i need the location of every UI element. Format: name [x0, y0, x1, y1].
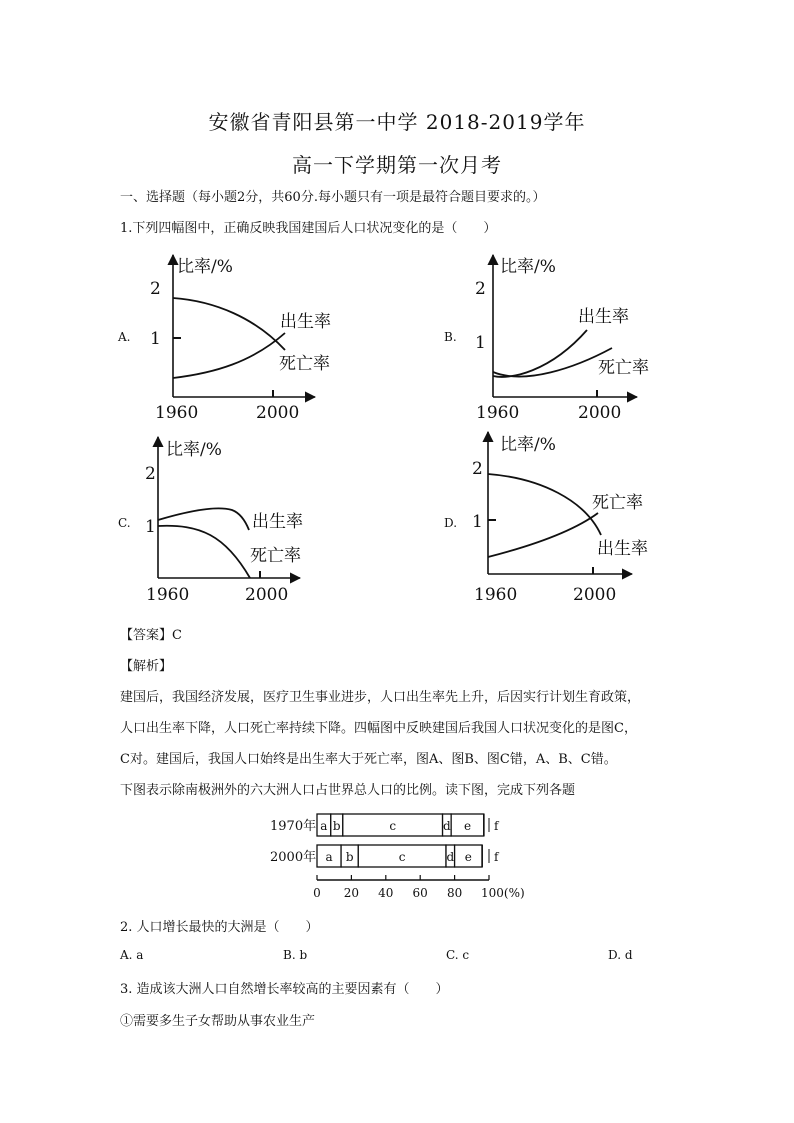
- segment-label: a: [325, 850, 333, 864]
- panel-c: [118, 437, 303, 605]
- x-tick-label: 2000: [578, 403, 622, 423]
- panel-b: [444, 255, 649, 423]
- question-3-stem: 3. 造成该大洲人口自然增长率较高的主要因素有（ ）: [120, 982, 449, 997]
- option-d: D. d: [608, 948, 633, 962]
- curve-label: 死亡率: [279, 354, 330, 374]
- segment-label: c: [389, 819, 397, 833]
- panel-d: [444, 432, 648, 605]
- section-heading: 一、选择题（每小题2分，共60分.每小题只有一项是最符合题目要求的。）: [120, 190, 546, 205]
- x-tick-label: 2000: [245, 585, 289, 605]
- x-tick-label: 1960: [474, 585, 518, 605]
- segment-label: b: [345, 850, 354, 864]
- panel-a: [117, 255, 331, 423]
- x-tick-label: 20: [343, 886, 360, 900]
- curve-death-rate: [173, 333, 285, 378]
- segment-label: a: [320, 819, 328, 833]
- curve-birth-rate: [493, 330, 587, 377]
- option-label: B.: [444, 330, 457, 344]
- y-tick-label: 1: [150, 329, 161, 349]
- y-tick-label: 2: [475, 279, 486, 299]
- segment-label: f: [494, 850, 499, 864]
- curve-label: 出生率: [597, 539, 648, 559]
- question-2-stem: 2. 人口增长最快的大洲是（ ）: [120, 920, 319, 935]
- question-3-item-1: ①需要多生子女帮助从事农业生产: [120, 1014, 316, 1029]
- option-label: C.: [118, 516, 131, 530]
- segment-label: d: [446, 850, 455, 864]
- option-label: D.: [444, 516, 458, 530]
- y-tick-label: 1: [472, 512, 483, 532]
- question-1-stem: 1.下列四幅图中，正确反映我国建国后人口状况变化的是（ ）: [120, 221, 497, 236]
- document-subtitle: 高一下学期第一次月考: [292, 153, 502, 177]
- curve-birth-rate: [173, 298, 285, 350]
- analysis-label: 【解析】: [120, 659, 173, 674]
- analysis-line: 建国后，我国经济发展，医疗卫生事业进步，人口出生率先上升，后因实行计划生育政策，: [120, 690, 641, 705]
- population-share-chart: [260, 808, 560, 908]
- x-tick-label: 40: [378, 886, 394, 900]
- analysis-line: 人口出生率下降，人口死亡率持续下降。四幅图中反映建国后我国人口状况变化的是图C，: [120, 721, 637, 736]
- row-label: 2000年: [270, 850, 317, 865]
- segment-label: e: [463, 819, 472, 833]
- x-tick-label: 1960: [476, 403, 520, 423]
- y-tick-label: 1: [145, 517, 156, 537]
- analysis-line: C对。建国后，我国人口始终是出生率大于死亡率，图A、图B、图C错，A、B、C错。: [120, 752, 617, 767]
- option-c: C. c: [446, 948, 470, 962]
- x-tick-label: 60: [412, 886, 428, 900]
- curve-label: 死亡率: [250, 546, 301, 566]
- curve-label: 出生率: [578, 307, 629, 327]
- x-tick-label: 2000: [573, 585, 617, 605]
- y-axis-label: 比率/%: [177, 257, 233, 277]
- document-title: 安徽省青阳县第一中学 2018-2019学年: [208, 110, 586, 134]
- x-tick-label: 80: [446, 886, 463, 900]
- x-tick-label: 100(%): [481, 886, 525, 900]
- y-tick-label: 2: [150, 279, 161, 299]
- segment-label: b: [332, 819, 341, 833]
- y-axis-label: 比率/%: [500, 435, 556, 455]
- curve-death-rate: [488, 474, 601, 535]
- curve-death-rate: [493, 348, 612, 377]
- segment-label: f: [494, 819, 499, 833]
- curve-label: 死亡率: [592, 493, 643, 513]
- curve-label: 死亡率: [598, 358, 649, 378]
- segment-label: e: [464, 850, 472, 864]
- segment-label: d: [443, 819, 451, 833]
- row-label: 1970年: [270, 819, 317, 834]
- curve-birth-rate: [488, 513, 598, 557]
- curve-label: 出生率: [252, 512, 303, 532]
- x-tick-label: 0: [313, 886, 321, 900]
- option-label: A.: [118, 330, 131, 344]
- option-a: A. a: [120, 948, 144, 962]
- y-tick-label: 2: [145, 464, 156, 484]
- option-b: B. b: [283, 948, 308, 962]
- x-tick-label: 1960: [155, 403, 199, 423]
- y-tick-label: 2: [472, 459, 483, 479]
- answer-label: 【答案】C: [120, 628, 182, 643]
- question-2-3-intro: 下图表示除南极洲外的六大洲人口占世界总人口的比例。读下图，完成下列各题: [120, 783, 576, 798]
- y-axis-label: 比率/%: [166, 440, 222, 460]
- curve-label: 出生率: [280, 312, 331, 332]
- segment-label: c: [398, 850, 406, 864]
- y-tick-label: 1: [475, 333, 486, 353]
- curve-death-rate: [158, 526, 250, 578]
- y-axis-label: 比率/%: [500, 257, 556, 277]
- x-tick-label: 2000: [256, 403, 300, 423]
- x-tick-label: 1960: [146, 585, 190, 605]
